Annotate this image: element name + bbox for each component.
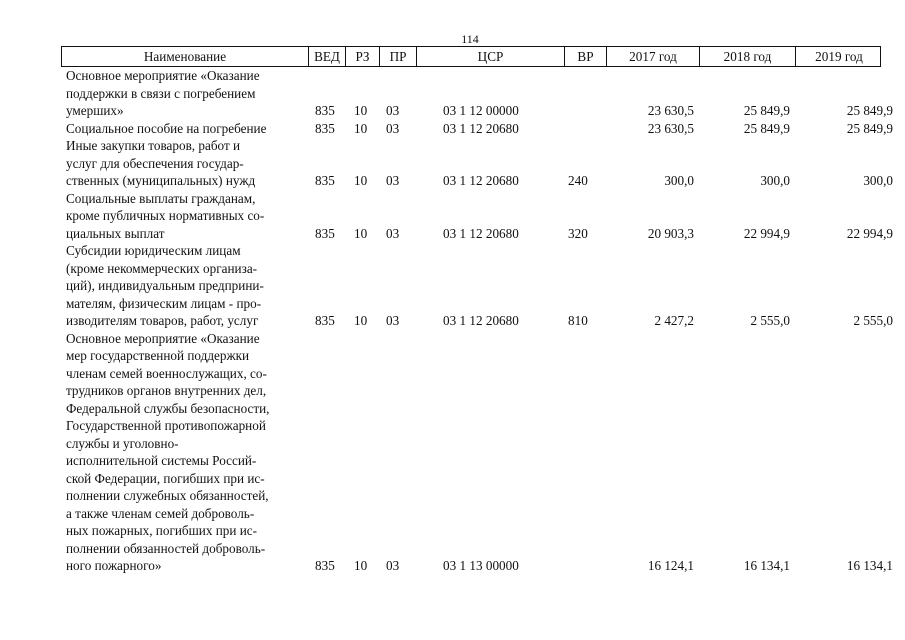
table-row	[61, 190, 893, 243]
cell-pr: 03	[386, 558, 400, 573]
row-name-line: Субсидии юридическим лицам	[66, 243, 241, 258]
cell-2018: 25 849,9	[743, 103, 790, 118]
cell-2018: 25 849,9	[743, 120, 790, 136]
row-name-line: Федеральной службы безопасности,	[66, 400, 270, 416]
row-name	[61, 190, 307, 243]
row-name-line: ственных (муниципальных) нужд	[66, 173, 256, 188]
row-name-line: умерших»	[66, 103, 124, 118]
cell-pr: 03	[386, 120, 400, 136]
cell-rz: 10	[354, 558, 368, 573]
table-row	[61, 67, 893, 120]
cell-csr: 03 1 12 20680	[443, 173, 519, 188]
row-name-line: ской Федерации, погибших при ис-	[66, 470, 265, 486]
page-number: 114	[461, 32, 479, 46]
header-csr: ЦСР	[416, 47, 564, 66]
cell-pr: 03	[386, 103, 400, 118]
cell-csr: 03 1 12 20680	[443, 120, 519, 136]
row-name-line: Социальное пособие на погребение	[66, 120, 267, 136]
row-name	[61, 242, 307, 330]
header-name: Наименование	[143, 49, 227, 64]
row-name-line: полнении обязанностей доброволь-	[66, 540, 266, 556]
budget-table	[61, 46, 893, 575]
cell-pr: 03	[386, 313, 400, 328]
cell-rz: 10	[354, 313, 368, 328]
cell-ved: 835	[315, 173, 335, 188]
row-name-line: изводителям товаров, работ, услуг	[66, 313, 259, 328]
header-vr: ВР	[564, 47, 606, 66]
row-name-line: ций), индивидуальным предприни-	[66, 278, 264, 293]
row-name-line: Государственной противопожарной	[66, 418, 266, 433]
row-name	[61, 330, 307, 575]
row-name-line: мер государственной поддержки	[66, 348, 250, 363]
row-name-line: трудников органов внутренних дел,	[66, 383, 267, 398]
table-row	[61, 120, 893, 138]
row-name-line: мателям, физическим лицам - про-	[66, 295, 262, 311]
cell-2019: 16 134,1	[846, 558, 893, 573]
row-name-line: услуг для обеспечения государ-	[66, 155, 244, 171]
cell-2019: 22 994,9	[846, 225, 893, 241]
cell-2019: 25 849,9	[846, 103, 893, 118]
row-name-line: кроме публичных нормативных со-	[66, 208, 265, 223]
row-name-line: Социальные выплаты гражданам,	[66, 190, 256, 206]
cell-2017: 300,0	[664, 173, 694, 188]
header-2019: 2019 год	[795, 47, 882, 66]
cell-2017: 20 903,3	[647, 225, 694, 241]
cell-pr: 03	[386, 173, 400, 188]
cell-rz: 10	[354, 120, 368, 136]
cell-2018: 2 555,0	[750, 313, 790, 328]
cell-2017: 23 630,5	[647, 103, 694, 118]
row-name-line: поддержки в связи с погребением	[66, 85, 256, 101]
cell-rz: 10	[354, 173, 368, 188]
row-name-line: циальных выплат	[66, 225, 165, 241]
row-name-line: ного пожарного»	[66, 558, 162, 573]
row-name	[61, 67, 307, 120]
row-name-line: ных пожарных, погибших при ис-	[66, 523, 258, 538]
table-row	[61, 330, 893, 575]
cell-2017: 2 427,2	[654, 313, 694, 328]
cell-2019: 300,0	[863, 173, 893, 188]
cell-2018: 22 994,9	[743, 225, 790, 241]
row-name-line: Иные закупки товаров, работ и	[66, 138, 241, 153]
header-2017: 2017 год	[606, 47, 699, 66]
cell-vr: 810	[568, 313, 588, 328]
row-name-line: а также членам семей доброволь-	[66, 505, 255, 521]
table-row	[61, 137, 893, 190]
cell-ved: 835	[315, 558, 335, 573]
row-name	[61, 120, 307, 138]
row-name-line: Основное мероприятие «Оказание	[66, 68, 260, 83]
cell-vr: 240	[568, 173, 588, 188]
cell-ved: 835	[315, 313, 335, 328]
cell-2017: 23 630,5	[647, 120, 694, 136]
row-name-line: Основное мероприятие «Оказание	[66, 330, 260, 346]
row-name-line: службы и уголовно-	[66, 435, 179, 451]
table-body	[61, 67, 893, 575]
cell-2018: 16 134,1	[743, 558, 790, 573]
cell-rz: 10	[354, 225, 368, 241]
cell-ved: 835	[315, 225, 335, 241]
cell-ved: 835	[315, 120, 335, 136]
table-header	[61, 46, 881, 67]
row-name-line: исполнительной системы Россий-	[66, 453, 257, 468]
header-rz: РЗ	[345, 47, 379, 66]
cell-ved: 835	[315, 103, 335, 118]
cell-csr: 03 1 13 00000	[443, 558, 519, 573]
header-pr: ПР	[379, 47, 416, 66]
header-2018: 2018 год	[699, 47, 795, 66]
row-name-line: полнении служебных обязанностей,	[66, 488, 269, 503]
row-name-line: членам семей военнослужащих, со-	[66, 365, 267, 381]
row-name	[61, 137, 307, 190]
cell-2019: 25 849,9	[846, 120, 893, 136]
cell-csr: 03 1 12 20680	[443, 225, 519, 241]
cell-rz: 10	[354, 103, 368, 118]
cell-csr: 03 1 12 20680	[443, 313, 519, 328]
table-row	[61, 242, 893, 330]
header-ved: ВЕД	[308, 47, 345, 66]
cell-2019: 2 555,0	[853, 313, 893, 328]
cell-2017: 16 124,1	[647, 558, 694, 573]
row-name-line: (кроме некоммерческих организа-	[66, 260, 258, 276]
cell-vr: 320	[568, 225, 588, 241]
cell-pr: 03	[386, 225, 400, 241]
cell-csr: 03 1 12 00000	[443, 103, 519, 118]
cell-2018: 300,0	[760, 173, 790, 188]
